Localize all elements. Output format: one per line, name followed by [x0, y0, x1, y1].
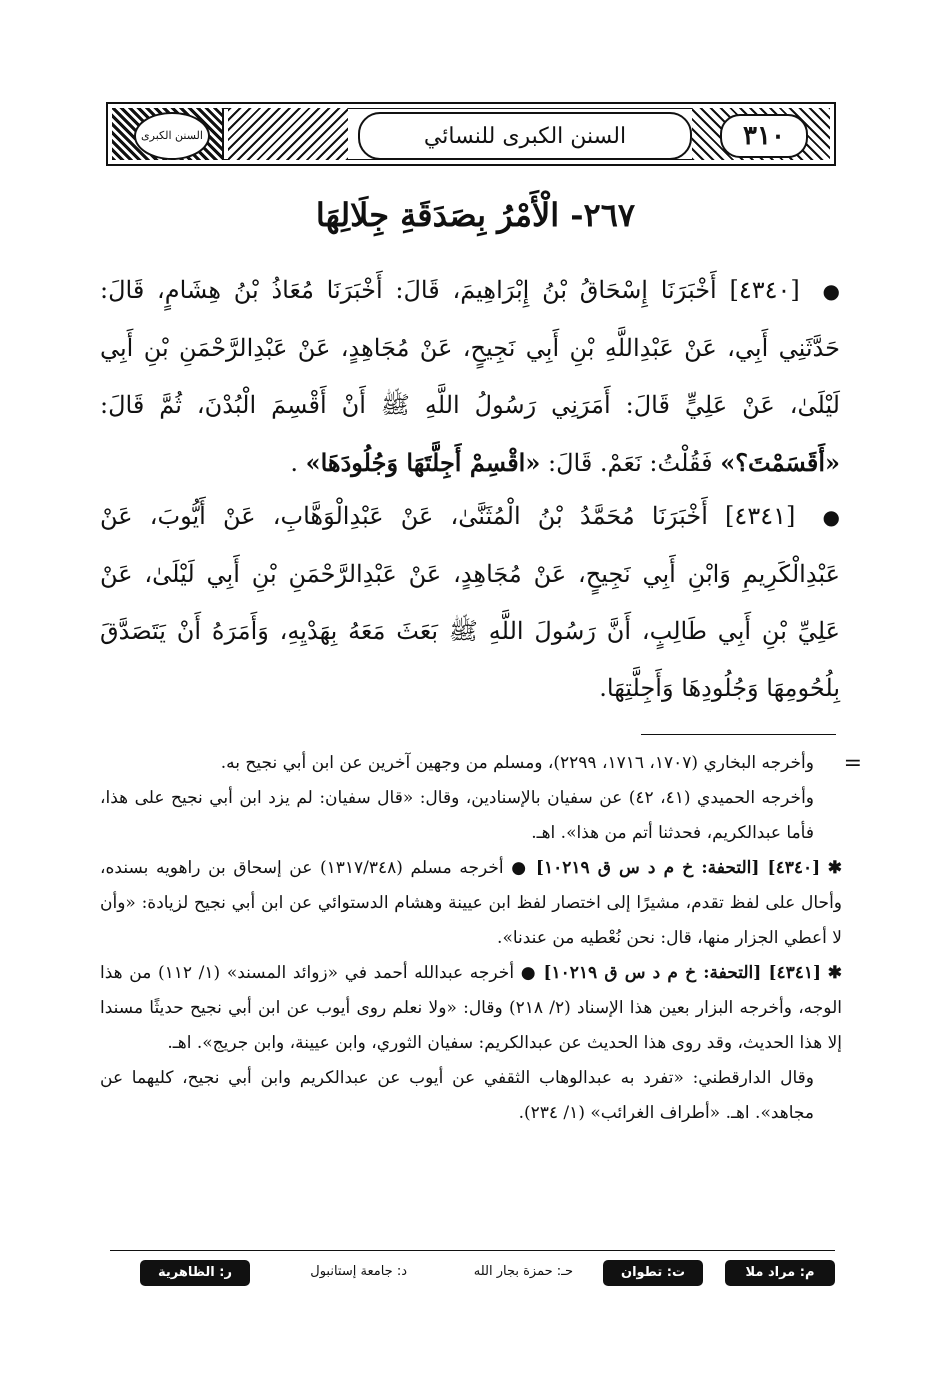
bullet-icon: ● [511, 858, 529, 878]
footnote-separator [641, 734, 836, 735]
manuscript-footer [110, 1256, 835, 1296]
book-seal-logo: السنن الكبرى [134, 112, 210, 160]
page-number: ٣١٠ [720, 114, 808, 158]
hadith-4340 [100, 262, 840, 492]
footnote-4340 [100, 851, 842, 956]
footnote-paragraph: وأخرجه البخاري (١٧٠٧، ١٧١٦، ٢٢٩٩)، ومسلم من وجهين آخرين عن ابن أبي نجيح به. [220, 753, 814, 773]
right-ornament [692, 108, 830, 160]
left-ornament [112, 108, 224, 160]
hadith-quote: «اقْسِمْ أَجِلَّتَهَا وَجُلُودَهَا» [305, 448, 541, 477]
footnote-ref: [٤٣٤٠] [التحفة: خ م د س ق ١٠٢١٩] [535, 858, 821, 878]
badge-t: ت: تطوان [603, 1260, 703, 1286]
footnote-paragraph: وأخرجه الحميدي (٤١، ٤٢) عن سفيان بالإسنادين، وقال: «قال سفيان: لم يزد ابن أبي نجيح على هذا، فأما عبدالكريم، فحدثنا أتم من هذا». اهـ. [100, 788, 815, 843]
hadith-text: فَقُلْتُ: نَعَمْ. قَالَ: [547, 449, 713, 477]
mid-ornament [228, 108, 348, 160]
book-title: السنن الكبرى للنسائي [358, 112, 692, 160]
continuation-mark: = [843, 751, 862, 776]
footnote-4341 [100, 956, 842, 1061]
footnote-ref: [٤٣٤١] [التحفة: خ م د س ق ١٠٢١٩] [543, 963, 822, 983]
star-icon: ✱ [827, 963, 842, 983]
bullet-icon: ● [822, 279, 840, 303]
hadith-text: أَخْبَرَنَا إِسْحَاقُ بْنُ إِبْرَاهِيمَ، قَالَ: أَخْبَرَنَا مُعَاذُ بْنُ هِشَامٍ، قَالَ: حَدَّثَنِي أَبِي، عَنْ عَبْدِاللَّهِ بْنِ أَبِي نَجِيحٍ، عَنْ مُجَاهِدٍ، عَنْ عَبْدِالرَّحْمَنِ بْنِ أَبِي لَيْلَىٰ، عَنْ عَلِيٍّ قَالَ: أَمَرَنِي رَسُولُ اللَّهِ ﷺ أَنْ أَقْسِمَ الْبُدْنَ، ثُمَّ قَالَ: [100, 276, 840, 419]
bullet-icon: ● [520, 963, 537, 983]
hadith-text: . [290, 449, 298, 477]
manuscript-h: حـ: حمزة بجار الله [473, 1264, 573, 1279]
footnote-text: أخرجه مسلم (١٣١٧/٣٤٨) عن إسحاق بن راهويه بسنده، وأحال على لفظ تقدم، مشيرًا إلى اختصار لفظ ابن عيينة وهشام الدستوائي عن ابن أبي نجيح لزيادة: «وأن لا أعطي الجزار منها، قال: نحن نُعْطيه من عندنا». [100, 858, 842, 948]
hadith-text: أَخْبَرَنَا مُحَمَّدُ بْنُ الْمُثَنَّىٰ، عَنْ عَبْدِالْوَهَّابِ، عَنْ أَيُّوبَ، عَنْ عَبْدِالْكَرِيمِ وَابْنِ أَبِي نَجِيحٍ، عَنْ مُجَاهِدٍ، عَنْ عَبْدِالرَّحْمَنِ بْنِ أَبِي لَيْلَىٰ، عَنْ عَلِيِّ بْنِ أَبِي طَالِبٍ، أَنَّ رَسُولَ اللَّهِ ﷺ بَعَثَ مَعَهُ بِهَدْيِهِ، وَأَمَرَهُ أَنْ يَتَصَدَّقَ بِلُحُومِهَا وَجُلُودِهَا وَأَجِلَّتِهَا. [100, 502, 840, 702]
hadith-number: [٤٣٤١] [725, 502, 796, 530]
footnotes [100, 746, 862, 1131]
bullet-icon: ● [822, 505, 840, 529]
manuscript-d: د: جامعة إستانبول [310, 1264, 407, 1279]
badge-m: م: مراد ملا [725, 1260, 835, 1286]
hadith-number: [٤٣٤٠] [729, 276, 800, 304]
badge-r: ر: الظاهرية [140, 1260, 250, 1286]
footer-separator [110, 1250, 835, 1251]
hadith-quote: «أَقَسَمْتَ؟» [720, 448, 840, 477]
footnote-text: أخرجه عبدالله أحمد في «زوائد المسند» (١/ ١١٢) من هذا الوجه، وأخرجه البزار بعين هذا الإسناد (٢/ ٢١٨) وقال: «ولا نعلم روى أيوب عن ابن أبي نجيح حديثًا مسندا إلا هذا الحديث، وقد روى هذا الحديث عن عبدالكريم: سفيان الثوري، وابن عيينة، وابن جريج». اهـ. [100, 963, 842, 1053]
star-icon: ✱ [827, 858, 843, 878]
footnote-paragraph: وقال الدارقطني: «تفرد به عبدالوهاب الثقفي عن أيوب عن عبدالكريم وابن أبي نجيح، كليهما عن مجاهد». اهـ. «أطراف الغرائب» (١/ ٢٣٤). [100, 1068, 814, 1123]
page-header [106, 102, 836, 166]
chapter-title: ٢٦٧- الْأَمْرُ بِصَدَقَةِ جِلَالِهَا [315, 196, 636, 234]
hadith-4341 [100, 488, 840, 717]
